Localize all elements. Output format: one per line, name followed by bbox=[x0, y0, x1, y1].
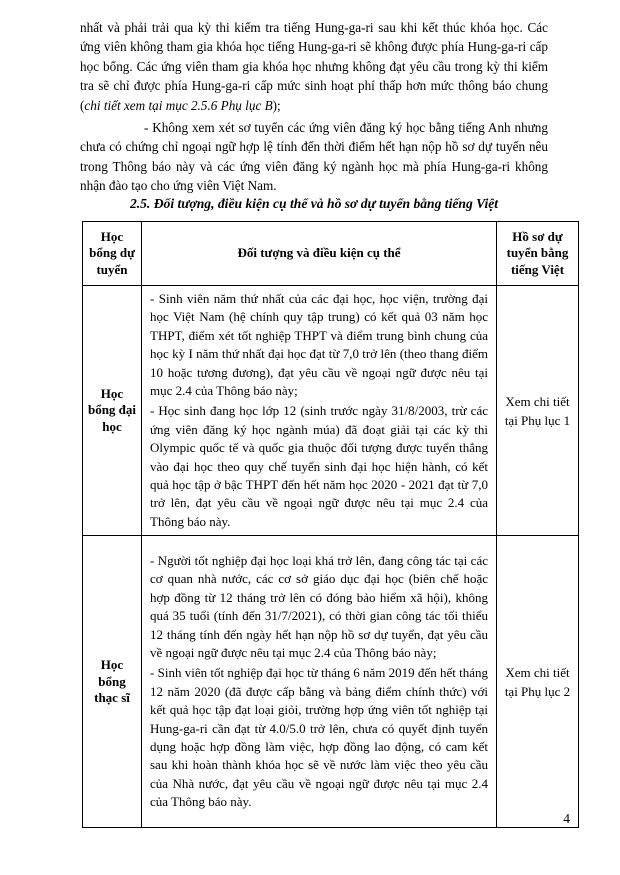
intro-paragraph-1-end: ); bbox=[272, 97, 281, 113]
section-heading: 2.5. Đối tượng, điều kiện cụ thể và hồ sơ dự tuyển bằng tiếng Việt bbox=[129, 196, 499, 211]
table-row-masters bbox=[83, 536, 579, 828]
intro-paragraph-1-text: nhất và phải trải qua kỳ thi kiểm tra tiếng Hung-ga-ri sau khi kết thúc khóa học. Các ứng viên không tham gia khóa học tiếng Hung-ga-ri sẽ không được phía Hung-ga-ri cấp học bổng. Các ứng viên tham gia khóa học nhưng không đạt yêu cầu trong kỳ thi kiểm tra sẽ chỉ được phía Hung-ga-ri cấp mức sinh hoạt phí thấp hơn mức thông báo chung ( bbox=[80, 20, 548, 113]
header-conditions: Đối tượng và điều kiện cụ thể bbox=[142, 222, 497, 286]
undergraduate-category: Học bổng đại học bbox=[83, 286, 142, 536]
masters-conditions bbox=[142, 536, 497, 828]
header-documents: Hồ sơ dự tuyển bằng tiếng Việt bbox=[497, 222, 579, 286]
page-number: 4 bbox=[563, 811, 570, 826]
intro-paragraph-2: - Không xem xét sơ tuyển các ứng viên đăng ký học bằng tiếng Anh nhưng chưa có chứng chỉ ngoại ngữ hợp lệ tính đến thời điểm hết hạn nộp hồ sơ dự tuyển nêu trong Thông báo này và các ứng viên đăng ký ngành học mà phía Hung-ga-ri không nhận đào tạo cho ứng viên Việt Nam. bbox=[80, 120, 548, 194]
undergraduate-condition-2: - Học sinh đang học lớp 12 (sinh trước ngày 31/8/2003, trừ các ứng viên đăng ký học ngành múa) đã đoạt giải tại các kỳ thi Olympic quốc tế và quốc gia thuộc đối tượng được tuyển thẳng vào đại học theo quy chế tuyển sinh đại học hiện hành, có kết quả học tập ở bậc THPT đến hết năm học 2020 - 2021 đạt từ 7,0 trở lên, đạt yêu cầu về ngoại ngữ được nêu tại mục 2.4 của Thông báo này. bbox=[150, 403, 488, 529]
masters-condition-1: - Người tốt nghiệp đại học loại khá trở lên, đang công tác tại các cơ quan nhà nước, các cơ sở giáo dục đại học (biên chế hoặc hợp đồng từ 12 tháng trở lên có đóng bảo hiểm xã hội), không quá 35 tuổi (tính đến 31/7/2021), có thời gian công tác tối thiểu 12 tháng tính đến ngày hết hạn nộp hồ sơ dự tuyển, đạt yêu cầu về ngoại ngữ được nêu tại mục 2.4 của Thông báo này; bbox=[150, 552, 488, 660]
undergraduate-condition-1: - Sinh viên năm thứ nhất của các đại học, học viện, trường đại học Việt Nam (hệ chính quy tập trung) có kết quả 03 năm học THPT, điểm xét tốt nghiệp THPT và điểm trung bình chung của học kỳ I năm thứ nhất đại học đạt từ 7,0 trở lên (theo thang điểm 10 hoặc tương đương), đạt yêu cầu về ngoại ngữ được nêu tại mục 2.4 của Thông báo này; bbox=[150, 291, 488, 399]
header-scholarship: Học bổng dự tuyển bbox=[83, 222, 142, 286]
masters-condition-2: - Sinh viên tốt nghiệp đại học từ tháng 6 năm 2019 đến hết tháng 12 năm 2020 (đã được cấp bằng và bảng điểm chính thức) với kết quả học tập đạt loại giỏi, trường hợp ứng viên tốt nghiệp tại Hung-ga-ri cần đạt từ 4.0/5.0 trở lên, chưa có quyết định tuyển dụng hoặc hợp đồng làm việc, hợp đồng lao động, có cam kết sau khi hoàn thành khóa học sẽ về nước làm việc theo yêu cầu của Nhà nước, đạt yêu cầu về ngoại ngữ được nêu tại mục 2.4 của Thông báo này. bbox=[150, 665, 488, 810]
masters-documents: Xem chi tiết tại Phụ lục 2 bbox=[497, 536, 579, 828]
undergraduate-documents: Xem chi tiết tại Phụ lục 1 bbox=[497, 286, 579, 536]
conditions-table bbox=[82, 221, 579, 828]
intro-paragraph-1 bbox=[80, 18, 548, 115]
masters-category: Học bổng thạc sĩ bbox=[83, 536, 142, 828]
intro-paragraph-1-reference: chi tiết xem tại mục 2.5.6 Phụ lục B bbox=[84, 97, 273, 113]
table-row-undergraduate bbox=[83, 286, 579, 536]
undergraduate-conditions bbox=[142, 286, 497, 536]
table-header-row bbox=[83, 222, 579, 286]
